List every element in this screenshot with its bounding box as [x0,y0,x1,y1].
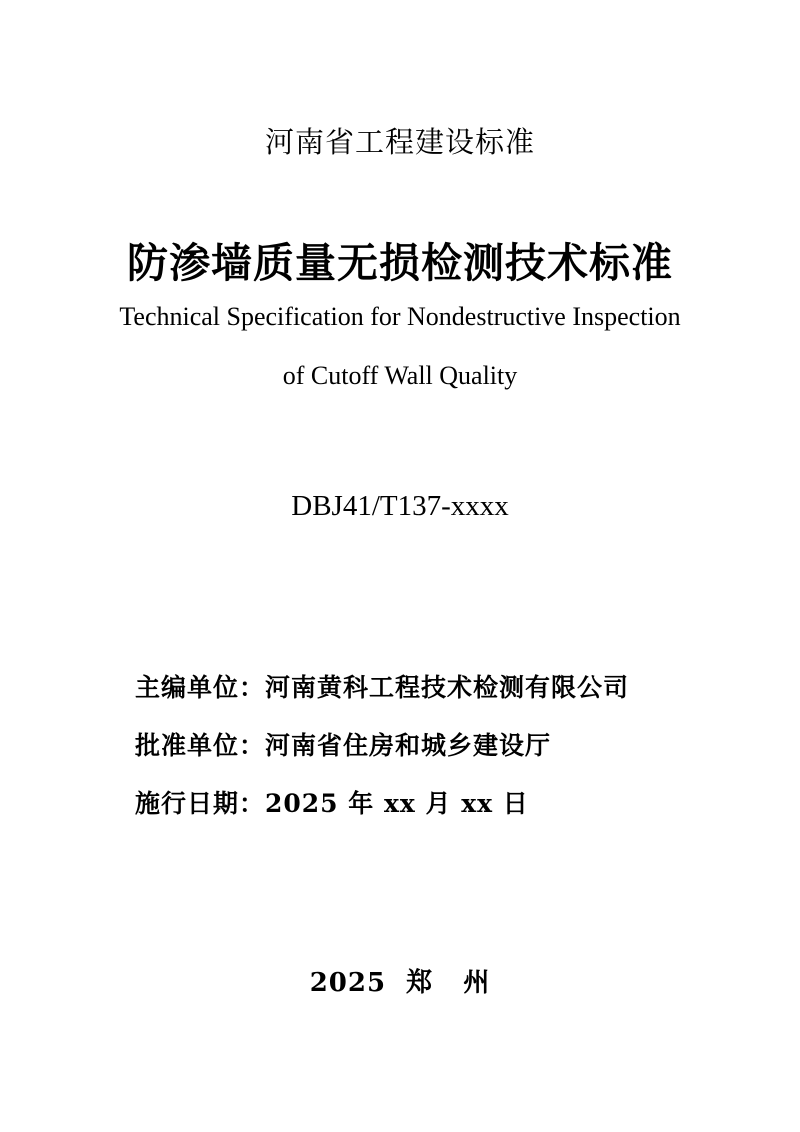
publication-year-place: 2025 郑 州 [309,968,491,998]
standard-title-english-line1: Technical Specification for Nondestructive Inspection [119,302,681,331]
chief-editor-unit: 主编单位：河南黄科工程技术检测有限公司 [135,673,630,702]
standard-code: DBJ41/T137-xxxx [291,490,509,522]
standard-title-english-line2: of Cutoff Wall Quality [282,361,518,390]
effective-date: 施行日期：2025 年 xx 月 xx 日 [135,789,529,818]
standard-title-chinese: 防渗墙质量无损检测技术标准 [127,239,673,287]
standard-series-title: 河南省工程建设标准 [264,125,535,159]
approval-unit: 批准单位：河南省住房和城乡建设厅 [135,731,552,760]
